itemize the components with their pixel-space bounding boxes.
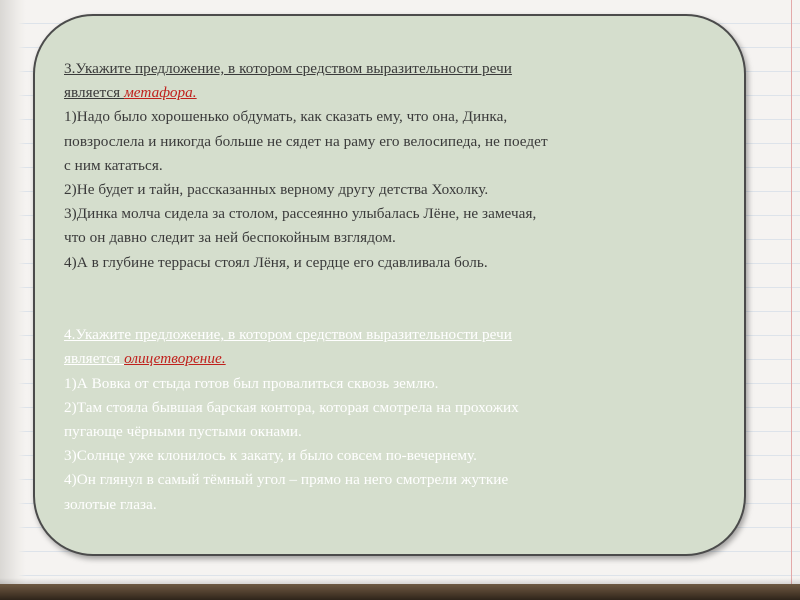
page-curl-shadow [0, 0, 26, 600]
question-3-option-3-line-2: что он давно следит за ней беспокойным взглядом. [64, 229, 396, 247]
question-4-option-4-line-1: 4)Он глянул в самый тёмный угол – прямо на него смотрели жуткие [64, 471, 509, 489]
question-3-option-1-line-3: с ним кататься. [64, 156, 163, 174]
question-4-block [64, 323, 714, 517]
question-3-block [64, 57, 714, 275]
question-4-option-4-line-2: золотые глаза. [64, 495, 157, 513]
question-4-prompt-prefix: является [64, 350, 125, 368]
question-3-term: метафора. [124, 84, 197, 102]
question-4-option-3: 3)Солнце уже клонилось к закату, и было совсем по-вечернему. [64, 447, 477, 465]
question-3-prompt-line-1: 3.Укажите предложение, в котором средством выразительности речи [64, 60, 512, 77]
question-4-option-2-line-2: пугающе чёрными пустыми окнами. [64, 423, 302, 441]
question-3-option-3-line-1: 3)Динка молча сидела за столом, рассеянно улыбалась Лёне, не замечая, [64, 205, 537, 223]
question-content [64, 57, 714, 517]
question-4-option-2-line-1: 2)Там стояла бывшая барская контора, которая смотрела на прохожих [64, 398, 519, 416]
question-4-term: олицетворение. [124, 350, 226, 368]
question-4-prompt-line-1: 4.Укажите предложение, в котором средством выразительности речи [64, 326, 512, 344]
question-3-option-1-line-1: 1)Надо было хорошенько обдумать, как сказать ему, что она, Динка, [64, 108, 508, 126]
question-spacer [64, 275, 714, 323]
bottom-wood-strip [0, 584, 800, 600]
question-3-option-4: 4)А в глубине террасы стоял Лёня, и сердце его сдавливала боль. [64, 253, 488, 271]
question-3-prompt-prefix: является [64, 84, 125, 102]
question-4-prompt-line-2 [64, 347, 714, 371]
question-3-option-1-line-2: повзрослела и никогда больше не сядет на раму его велосипеда, не поедет [64, 132, 548, 150]
paper-margin-line [791, 0, 792, 590]
question-3-option-2: 2)Не будет и тайн, рассказанных верному другу детства Хохолку. [64, 181, 489, 199]
question-4-option-1: 1)А Вовка от стыда готов был провалиться сквозь землю. [64, 374, 439, 392]
question-3-prompt-line-2 [64, 81, 714, 105]
